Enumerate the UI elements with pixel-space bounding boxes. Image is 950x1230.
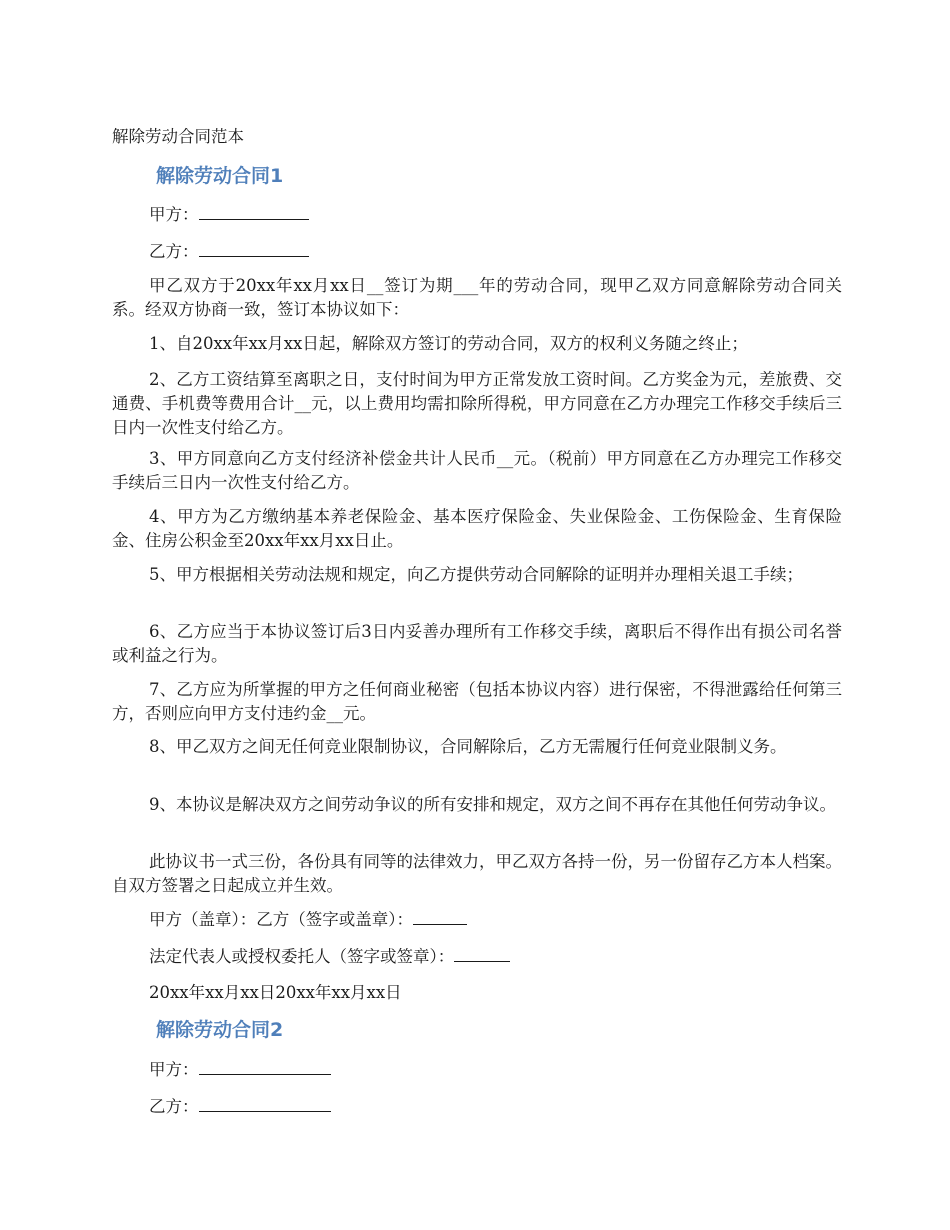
section-2-party-b-line xyxy=(112,1095,842,1119)
document-title: 解除劳动合同范本 xyxy=(112,127,244,146)
signature-label: 甲方（盖章）：乙方（签字或盖章）： xyxy=(149,910,413,929)
closing-paragraph: 此协议书一式三份，各份具有同等的法律效力，甲乙双方各持一份，另一份留存乙方本人档案。自双方签署之日起成立并生效。 xyxy=(112,852,842,895)
party-a-line xyxy=(112,203,842,227)
clause-4: 4、甲方为乙方缴纳基本养老保险金、基本医疗保险金、失业保险金、工伤保险金、生育保险金、住房公积金至20xx年xx月xx日止。 xyxy=(112,507,842,550)
section-2-party-a-line xyxy=(112,1058,842,1082)
party-b-label: 乙方： xyxy=(149,242,199,261)
clause-6: 6、乙方应当于本协议签订后3日内妥善办理所有工作移交手续，离职后不得作出有损公司名誉或利益之行为。 xyxy=(112,622,842,665)
clause-8: 8、甲乙双方之间无任何竞业限制协议，合同解除后，乙方无需履行任何竞业限制义务。 xyxy=(149,737,787,756)
clause-1: 1、自20xx年xx月xx日起，解除双方签订的劳动合同，双方的权利义务随之终止； xyxy=(149,334,748,353)
clause-9: 9、本协议是解决双方之间劳动争议的所有安排和规定，双方之间不再存在其他任何劳动争议。 xyxy=(149,795,836,814)
signature-blank xyxy=(413,908,467,925)
section-1-heading: 解除劳动合同1 xyxy=(156,165,284,187)
section-2-party-b-label: 乙方： xyxy=(149,1097,199,1116)
section-2-party-a-blank xyxy=(199,1058,331,1075)
clause-3: 3、甲方同意向乙方支付经济补偿金共计人民币__元。（税前）甲方同意在乙方办理完工作移交手续后三日内一次性支付给乙方。 xyxy=(112,449,842,492)
section-2-heading: 解除劳动合同2 xyxy=(156,1019,284,1041)
intro-paragraph: 甲乙双方于20xx年xx月xx日__签订为期___年的劳动合同，现甲乙双方同意解除劳动合同关系。经双方协商一致，签订本协议如下： xyxy=(112,276,842,319)
section-2-party-a-label: 甲方： xyxy=(149,1060,199,1079)
date-line: 20xx年xx月xx日20xx年xx月xx日 xyxy=(149,983,402,1002)
representative-blank xyxy=(454,945,510,962)
representative-line xyxy=(112,945,842,969)
clause-7: 7、乙方应为所掌握的甲方之任何商业秘密（包括本协议内容）进行保密，不得泄露给任何第三方，否则应向甲方支付违约金__元。 xyxy=(112,680,842,723)
party-b-line xyxy=(112,240,842,264)
clause-2: 2、乙方工资结算至离职之日，支付时间为甲方正常发放工资时间。乙方奖金为元，差旅费、交通费、手机费等费用合计__元，以上费用均需扣除所得税，甲方同意在乙方办理完工作移交手续后三日内一次性支付给乙方。 xyxy=(112,370,842,437)
party-a-label: 甲方： xyxy=(149,205,199,224)
clause-5: 5、甲方根据相关劳动法规和规定，向乙方提供劳动合同解除的证明并办理相关退工手续； xyxy=(149,565,803,584)
representative-label: 法定代表人或授权委托人（签字或签章）： xyxy=(149,947,455,966)
signature-line xyxy=(112,908,842,932)
party-a-blank xyxy=(199,203,309,220)
party-b-blank xyxy=(199,240,309,257)
section-2-party-b-blank xyxy=(199,1095,331,1112)
